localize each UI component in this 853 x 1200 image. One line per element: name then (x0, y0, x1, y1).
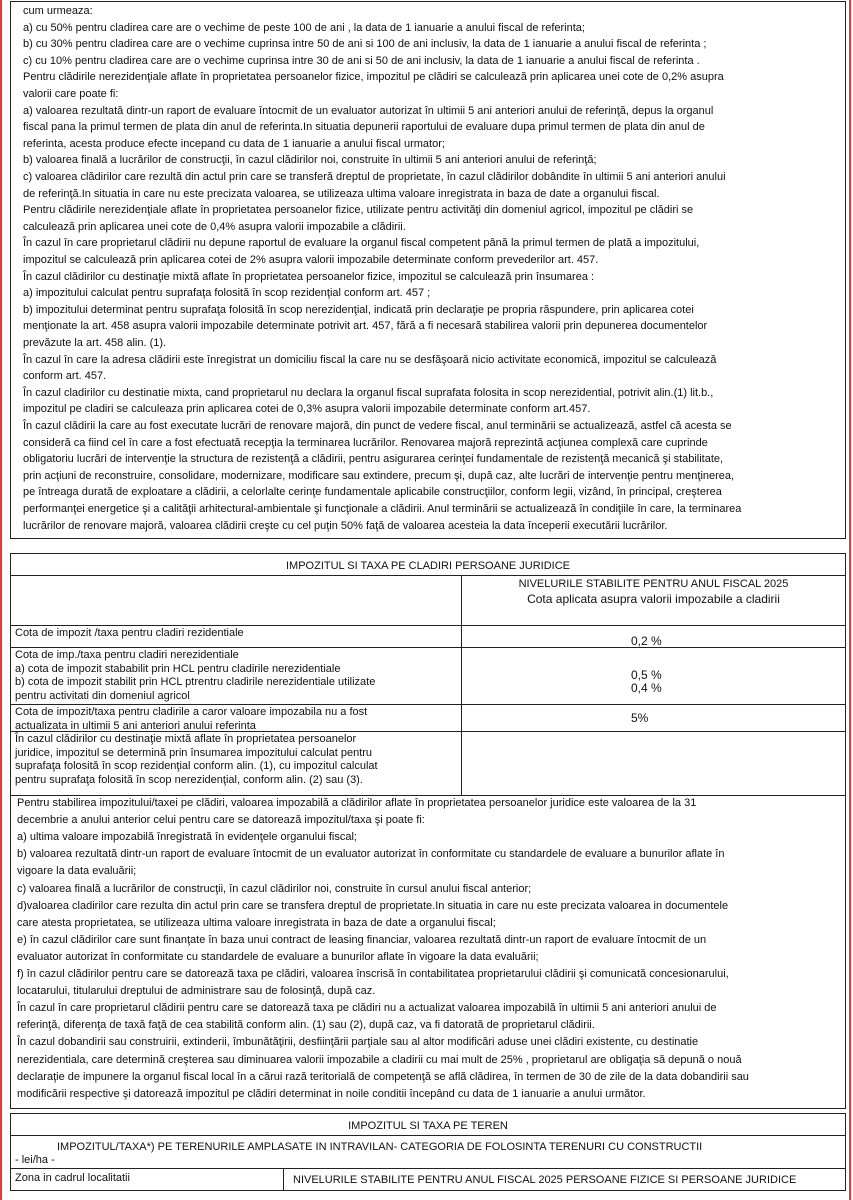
table1-row-value: 0,4 % (631, 681, 662, 695)
section1-line: a) cu 50% pentru cladirea care are o vechime de peste 100 de ani , la data de 1 ianuarie a anului fiscal de referinta; (23, 21, 585, 34)
table1-row-label: juridice, impozitul se determină prin însumarea impozitului calculat pentru (15, 746, 373, 759)
section-buildings-individuals (10, 1, 846, 539)
table1-row-label: Cota de impozit/taxa pentru cladirile a caror valoare impozabila nu a fost (15, 706, 368, 718)
section1-line: prevăzute la art. 458 alin. (1). (23, 337, 167, 349)
section1-line: prin acţiuni de reconstruire, consolidare, modernizare, modificare sau extindere, precum şi, după caz, alte lucrări de intervenţie pentru menţinerea, (23, 469, 735, 482)
section1-line: lucrărilor de renovare majoră, valoarea clădirii creşte cu cel puţin 50% faţă de valoarea acesteia la data începerii executării lucrărilor. (23, 519, 668, 532)
section1-line: valorii care poate fi: (23, 88, 119, 100)
table1-row-label: pentru suprafaţa folosită în scop nerezidenţial, conform alin. (2) sau (3). (15, 773, 363, 786)
section1-line: referinta, acesta produce efecte incepand cu data de 1 ianuarie a anului fiscal urmator; (23, 137, 445, 150)
section1-line: de referinţă.In situatia in care nu este precizata valoarea, se utilizeaza ultima valoare inregistrata in baza de date a organului fiscal. (23, 187, 660, 200)
table1-note-line: În cazul în care proprietarul clădirii pentru care se datorează taxa pe clădiri nu a actualizat valoarea impozabilă în ultimii 5 ani anteriori anului de (17, 1002, 717, 1015)
table1-note-line: locatarului, titularului dreptului de administrare sau de folosinţă, după caz. (17, 985, 376, 998)
section1-line: b) valoarea finală a lucrărilor de construcţii, în cazul clădirilor noi, construite în ultimii 5 ani anteriori anului de referinţă; (23, 154, 597, 167)
section1-line: a) valoarea rezultată dintr-un raport de evaluare întocmit de un evaluator autorizat în ultimii 5 ani anteriori anului de referinţă, depus la organul (23, 104, 714, 117)
section1-line: fiscal pana la primul termen de plata din anul de referinta.In situatia depunerii raportului de evaluare dupa primul termen de plata din anul de (23, 121, 705, 134)
table1-row-label: a) cota de impozit stababilit prin HCL pentru cladirile nerezidentiale (15, 662, 341, 675)
table1-note-line: care atesta proprietatea, se utilizeaza ultima valoare inregistrata in baza de date a organului fiscal; (17, 916, 496, 929)
table2-title: IMPOZITUL SI TAXA PE TEREN (348, 1120, 508, 1132)
table1-note-line: decembrie a anului anterior celui pentru care se datorează impozitul/taxa şi poate fi: (17, 814, 425, 827)
table-land-tax (10, 1113, 846, 1191)
section1-line: a) impozitului calculat pentru suprafaţa folosită în scop rezidenţial conform art. 457 ; (23, 287, 431, 300)
section1-line: În cazul în care la adresa clădirii este înregistrat un domiciliu fiscal la care nu se desfăşoară nicio activitate economică, impozitul se calculează (23, 353, 717, 366)
levels-label: NIVELURILE STABILITE PENTRU ANUL FISCAL 2025 PERSOANE FIZICE SI PERSOANE JURIDICE (293, 1174, 797, 1186)
table1-row-label: actualizata in ultimii 5 ani anteriori anului referinta (15, 719, 256, 732)
table1-note-line: vigoare la data evaluării; (17, 865, 137, 878)
table1-note-line: a) ultima valoare impozabilă înregistrată în evidenţele organului fiscal; (17, 831, 357, 844)
table1-note-line: evaluator autorizat în conformitate cu standardele de evaluare a bunurilor aflate în vigoare la data evaluării; (17, 950, 539, 963)
section1-line: menţionate la art. 458 asupra valorii impozabile determinate potrivit art. 457, fără a fi necesară stabilirea valorii prin depunerea documentelor (23, 320, 708, 333)
section1-line: consideră ca fiind cel în care a fost efectuată recepţia la terminarea lucrărilor. Renovarea majoră reprezintă acţiunea complexă care cuprinde (23, 436, 708, 449)
section1-line: performanţei energetice şi a calităţii arhitectural-ambientale şi funcţionale a clădirii. Anul terminării se actualizează în condiţiile în care, la terminarea (23, 503, 742, 515)
table1-row-value: 0,5 % (631, 668, 662, 682)
section1-line: pe întreaga durată de exploatare a clădirii, a celorlalte cerinţe fundamentale aplicabile construcţiilor, conform legii, vizând, în principal, creşterea (23, 486, 722, 499)
table1-note-line: În cazul dobandirii sau construirii, extinderii, îmbunătăţirii, desfiinţării parţiale sau al altor modificări aduse unei clădiri existente, cu destinatie (17, 1036, 699, 1049)
table1-note-line: d)valoarea cladirilor care rezulta din actul prin care se transfera dreptul de proprietate.In situatia in care nu este precizata valoarea in documentele (17, 899, 729, 912)
table-buildings-legal-entities (10, 553, 846, 1109)
table1-row-label: Cota de imp./taxa pentru cladiri nerezidentiale (15, 649, 239, 661)
table1-row-label: b) cota de impozit stabilit prin HCL ptrentru cladirile nerezidentiale utilizate (15, 676, 376, 689)
table1-note-line: b) valoarea rezultată dintr-un raport de evaluare întocmit de un evaluator autorizat în conformitate cu standardele de evaluare a bunurilor aflate în (17, 848, 725, 861)
section1-line: În cazul cladirilor cu destinatie mixta, cand proprietarul nu declara la organul fiscal suprafata folosita in scop nerezidential, potrivit alin.(1) lit.b., (23, 386, 714, 399)
section1-line: impozitul se calculează prin aplicarea cotei de 2% asupra valorii impozabile determinate conform prevederilor art. 457. (23, 254, 599, 266)
table1-note-line: declaraţie de impunere la organul fiscal local în a cărui rază teritorială de competenţă se află clădirea, în termen de 30 de zile de la data dobandirii sau (17, 1070, 749, 1083)
table1-note-line: f) în cazul clădirilor pentru care se datorează taxa pe clădiri, valoarea înscrisă în contabilitatea proprietarului clădirii şi comunicată concesionarului, (17, 968, 729, 980)
table1-row-value: 5% (631, 711, 649, 725)
section1-line: c) valoarea clădirilor care rezultă din actul prin care se transferă dreptul de proprietate, în cazul clădirilor dobândite în ultimii 5 ani anteriori anului (23, 171, 726, 183)
land-tax-row-line1: IMPOZITUL/TAXA*) PE TERENURILE AMPLASATE IN INTRAVILAN- CATEGORIA DE FOLOSINTA TERENURI CU CONSTRUCTII (57, 1141, 703, 1153)
table1-header-levels: NIVELURILE STABILITE PENTRU ANUL FISCAL 2025 (518, 578, 789, 590)
table1-header-rate: Cota aplicata asupra valorii impozabile a cladirii (527, 592, 780, 606)
table1-note-line: Pentru stabilirea impozitului/taxei pe clădiri, valoarea impozabilă a clădirilor aflate în proprietatea persoanelor juridice este valoarea de la 31 (17, 797, 697, 809)
table1-row-label: În cazul clădirilor cu destinaţie mixtă aflate în proprietatea persoanelor (15, 733, 357, 745)
section1-line: calculează prin aplicarea unei cote de 0,4% asupra valorii impozabile a clădirii. (23, 220, 406, 233)
section1-line: conform art. 457. (23, 370, 107, 383)
section1-line: c) cu 10% pentru cladirea care are o vechime cuprinsa intre 30 de ani si 50 de ani inclusiv, la data de 1 ianuarie a anului fiscal de referinta . (23, 54, 700, 67)
table1-note-line: e) în cazul clădirilor care sunt finanţate în baza unui contract de leasing financiar, valoarea rezultată dintr-un raport de evaluare întocmit de un (17, 933, 707, 946)
table1-note-line: referinţă, diferenţa de taxă faţă de cea stabilită conform alin. (1) sau (2), după caz, va fi datorată de proprietarul clădirii. (17, 1019, 595, 1032)
table1-row-label: pentru activitati din domeniul agricol (15, 689, 190, 702)
section1-line: În cazul clădirii la care au fost executate lucrări de renovare majoră, din punct de vedere fiscal, anul terminării se actualizează, astfel că acesta se (23, 420, 732, 432)
zone-label: Zona in cadrul localitatii (15, 1172, 130, 1184)
section1-line: În cazul în care proprietarul clădirii nu depune raportul de evaluare la organul fiscal competent până la primul termen de plată a impozitului, (23, 237, 700, 250)
table1-title: IMPOZITUL SI TAXA PE CLADIRI PERSOANE JURIDICE (285, 560, 571, 572)
section1-line: b) cu 30% pentru cladirea care are o vechime cuprinsa intre 50 de ani si 100 de ani inclusiv, la data de 1 ianuarie a anului fiscal de referinta ; (23, 38, 707, 51)
section1-line: Pentru clădirile nerezidenţiale aflate în proprietatea persoanelor fizice, utilizate pentru activităţi din domeniul agricol, impozitul pe clădiri se (23, 204, 694, 217)
section1-line: În cazul clădirilor cu destinaţie mixtă aflate în proprietatea persoanelor fizice, impozitul se calculează prin însumarea : (23, 270, 595, 283)
section1-line: obligatoriu lucrări de intervenţie la structura de rezistenţă a clădirii, pentru asigurarea cerinţei fundamentale de rezistenţă mecanică şi stabilitate, (23, 453, 724, 466)
section1-line: impozitul pe cladiri se calculeaza prin aplicarea cotei de 0,3% asupra valorii impozabile determinate conform art.457. (23, 403, 591, 416)
table1-note-line: modificării respective şi datorează impozitul pe clădiri determinat in noile conditii începând cu data de 1 ianuarie a anului următor. (17, 1087, 646, 1100)
table1-note-line: nerezidentiala, care determină creşterea sau diminuarea valorii impozabile a cladirii cu mai mult de 25% , proprietarul are obligaţia să depună o nouă (17, 1053, 742, 1066)
section1-line: Pentru clădirile nerezidenţiale aflate în proprietatea persoanelor fizice, impozitul pe clădiri se calculează prin aplicarea unei cote de 0,2% asupra (23, 71, 724, 84)
table1-row-label: suprafaţa folosită în scop rezidenţial conform alin. (1), cu impozitul calculat (15, 760, 378, 773)
land-tax-row-unit: - lei/ha - (15, 1154, 55, 1166)
table1-row-value: 0,2 % (631, 634, 662, 648)
table1-note-line: c) valoarea finală a lucrărilor de construcţii, în cazul clădirilor noi, construite în cursul anului fiscal anterior; (17, 882, 532, 895)
table1-row-label: Cota de impozit /taxa pentru cladiri rezidentiale (15, 627, 244, 639)
section1-line: b) impozitului determinat pentru suprafaţa folosită în scop nerezidenţial, indicată prin declaraţie pe propria răspundere, prin aplicarea cotei (23, 303, 694, 316)
section1-line: cum urmeaza: (23, 5, 93, 17)
